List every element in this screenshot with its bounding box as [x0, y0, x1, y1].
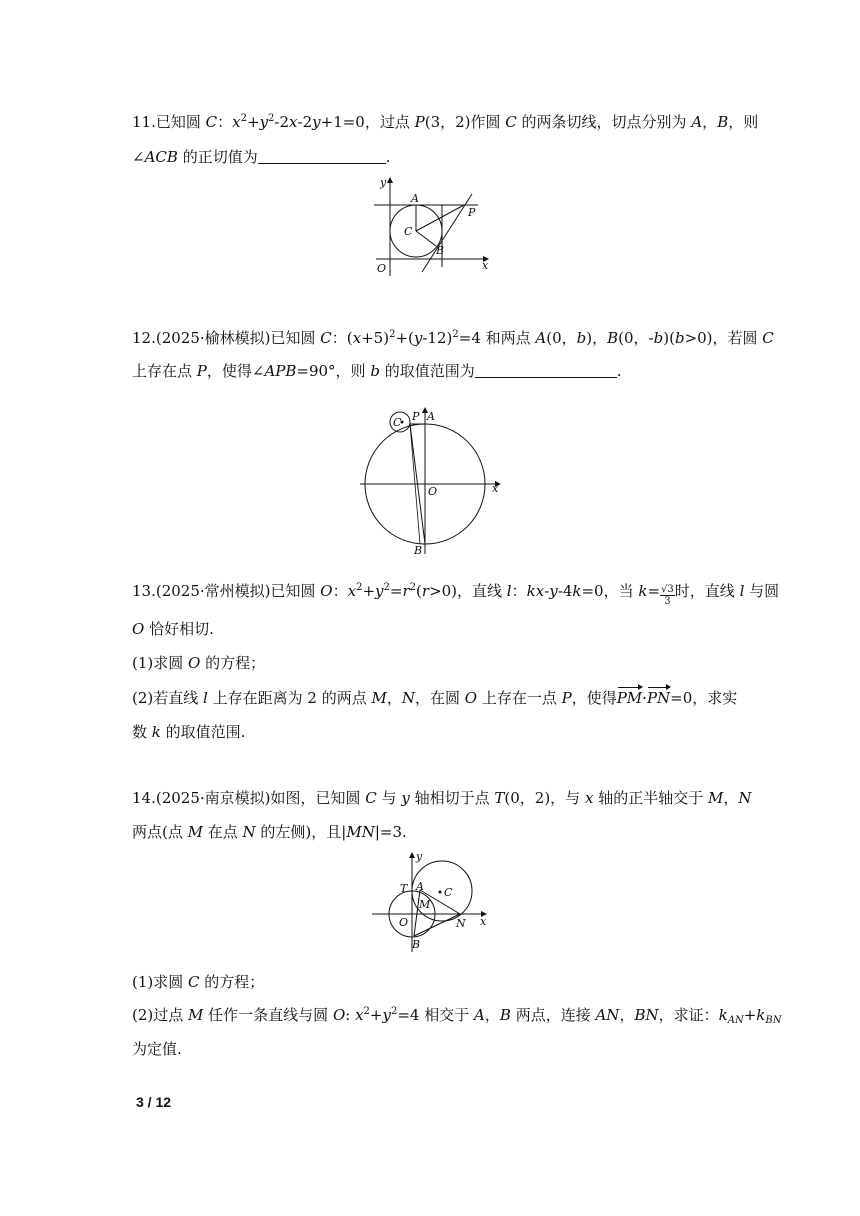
q11-line-1: 11.已知圆 C：$x^2+y^2-2x-2y+1=0$，过点 P(3，2)作圆 C 的两条切线，切点分别为 A，B，则: [132, 113, 759, 131]
fig-label: A: [411, 192, 419, 205]
q12-figure: [356, 404, 506, 558]
answer-blank[interactable]: [258, 148, 386, 164]
fraction: $\frac{√3}{3}$: [661, 584, 674, 607]
fig-label: A: [416, 880, 424, 893]
q14-sub2-line-1: (2)过点 M 任作一条直线与圆 O: $x^2+y^2=4$ 相交于 A，B 两点，连接 AN，BN，求证：$k_{AN}+k_{BN}$: [132, 1006, 782, 1026]
fig-label: C: [393, 416, 402, 429]
fig-label: x: [482, 259, 489, 272]
fig-label: y: [380, 176, 387, 189]
segment-cb: [416, 231, 436, 246]
fig-label: x: [480, 915, 487, 928]
q13-line-1: 13.(2025·常州模拟)已知圆 O：$x^2+y^2=r^2(r>0)$，直线 l：kx-y-4k=0，当 k= $\frac{√3}{3}$ 时，直线 l 与圆: [132, 582, 780, 607]
fig-label: M: [419, 898, 431, 911]
center-c-dot: [439, 891, 442, 894]
fig-label: P: [412, 410, 420, 423]
fig-label: x: [492, 482, 499, 495]
fig-label: P: [468, 206, 476, 219]
q13-line-2: O 恰好相切.: [132, 620, 214, 638]
fig-label: A: [427, 410, 435, 423]
q11-line-2: ∠ACB 的正切值为 .: [132, 148, 391, 166]
fig-label: y: [416, 850, 423, 863]
q12-line-1: 12.(2025·榆林模拟)已知圆 C：$(x+5)^2+(y-12)^2=4$ 和两点 A(0，b)，B(0，-b)(b>0)，若圆 C: [132, 329, 774, 347]
fig-label: T: [400, 882, 408, 895]
q12-line-2: 上存在点 P，使得∠APB=90°，则 b 的取值范围为 .: [132, 362, 622, 380]
fig-label: C: [444, 886, 453, 899]
q11-figure: [364, 172, 496, 280]
fig-label: B: [436, 244, 445, 257]
q14-line-1: 14.(2025·南京模拟)如图，已知圆 C 与 y 轴相切于点 T(0，2)，与 x 轴的正半轴交于 M，N: [132, 789, 752, 807]
q14-figure: [368, 850, 492, 954]
fig-label: O: [377, 262, 387, 275]
fig-label: B: [414, 544, 423, 557]
fig-label: B: [412, 938, 421, 951]
segment-bn: [414, 914, 460, 936]
q14-line-2: 两点(点 M 在点 N 的左侧)，且|MN|=3.: [132, 823, 407, 841]
fig-label: O: [428, 485, 438, 498]
q14-sub2-line-2: 为定值.: [132, 1040, 182, 1058]
page-number: 3 / 12: [136, 1094, 172, 1110]
segment-ab: [414, 890, 420, 936]
q13-sub2-line-2: 数 k 的取值范围.: [132, 723, 246, 741]
q13-sub1: (1)求圆 O 的方程；: [132, 654, 266, 672]
q13-sub2-line-1: (2)若直线 l 上存在距离为 2 的两点 M，N，在圆 O 上存在一点 P，使得PM·PN=0，求实: [132, 689, 738, 707]
line-pb-extended: [422, 194, 472, 272]
fig-label: C: [404, 225, 413, 238]
answer-blank[interactable]: [475, 362, 617, 378]
fig-label: O: [399, 916, 409, 929]
q14-sub1: (1)求圆 C 的方程；: [132, 973, 265, 991]
fig-label: N: [456, 917, 466, 930]
